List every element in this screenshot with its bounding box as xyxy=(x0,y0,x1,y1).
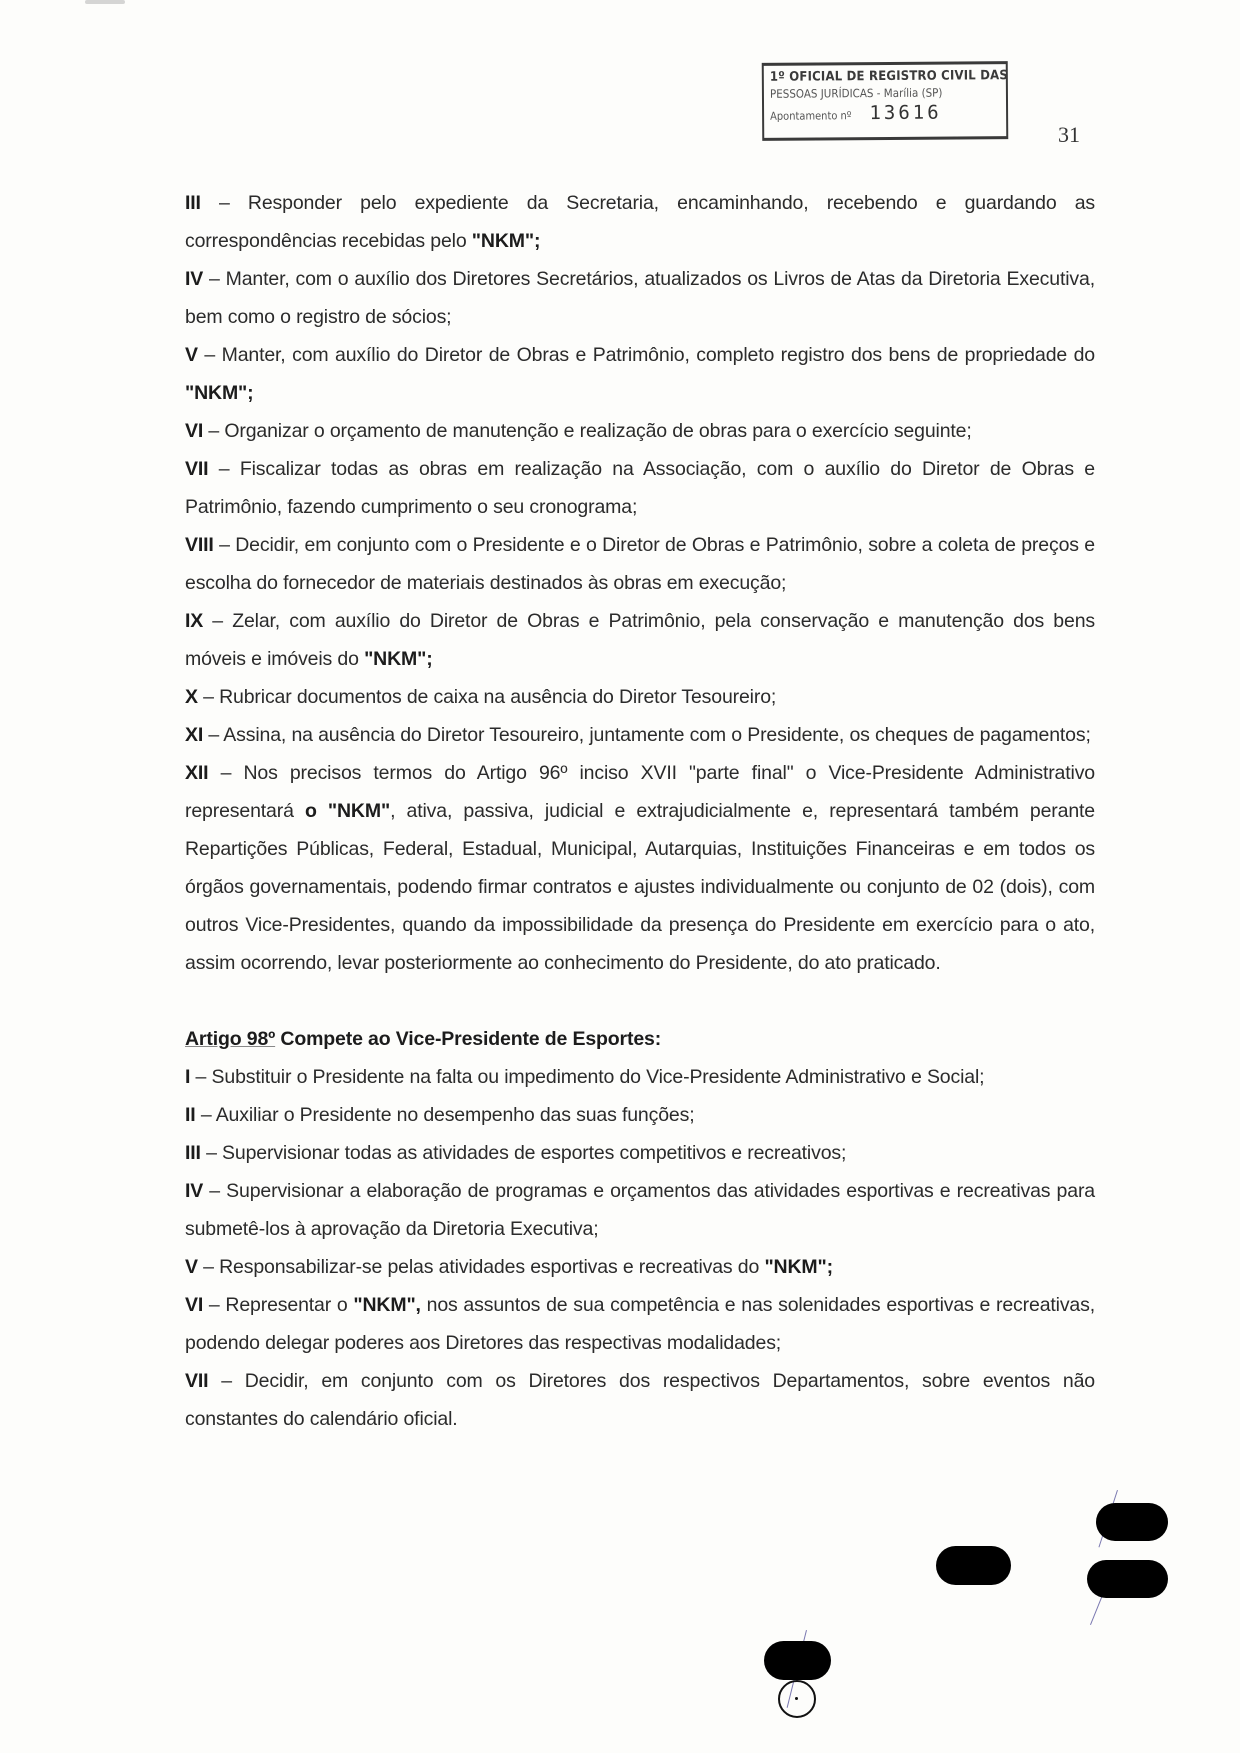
roman-numeral: V xyxy=(185,1256,198,1278)
item-text: – Representar o xyxy=(203,1294,354,1316)
article-98-items xyxy=(185,1058,1095,1438)
list-item xyxy=(185,1286,1095,1362)
registry-stamp xyxy=(762,61,1009,141)
notary-circle-mark xyxy=(778,1680,816,1718)
article-98-heading xyxy=(185,1020,1095,1058)
item-text: – Manter, com auxílio do Diretor de Obras e Patrimônio, completo registro dos bens de propriedade do xyxy=(197,344,1095,366)
item-text: – Manter, com o auxílio dos Diretores Secretários, atualizados os Livros de Atas da Diretoria Executiva, bem como o registro de sócios; xyxy=(185,268,1095,328)
roman-numeral: IX xyxy=(185,610,204,632)
item-bold-text: "NKM"; xyxy=(764,1256,833,1278)
item-text: – Auxiliar o Presidente no desempenho das suas funções; xyxy=(195,1104,695,1126)
list-item xyxy=(185,336,1095,412)
stamp-label: Apontamento nº xyxy=(770,109,852,123)
stamp-line-2: PESSOAS JURÍDICAS - Marília (SP) xyxy=(769,85,943,101)
item-text: – Responder pelo expediente da Secretaria, encaminhando, recebendo e guardando as correspondências recebidas pelo xyxy=(185,192,1095,252)
item-bold-text: "NKM", xyxy=(353,1294,421,1316)
spacer xyxy=(185,982,1095,1020)
item-text: – Fiscalizar todas as obras em realização na Associação, com o auxílio do Diretor de Obras e Patrimônio, fazendo cumprimento o seu cronograma; xyxy=(185,458,1095,518)
item-bold-text: "NKM"; xyxy=(364,648,433,670)
item-bold-text: "NKM"; xyxy=(185,382,254,404)
list-item xyxy=(185,1248,1095,1286)
list-item xyxy=(185,184,1095,260)
list-item xyxy=(185,260,1095,336)
list-item xyxy=(185,716,1095,754)
roman-numeral: III xyxy=(185,192,201,214)
item-text: – Decidir, em conjunto com os Diretores dos respectivos Departamentos, sobre eventos não constantes do calendário oficial. xyxy=(185,1370,1095,1430)
item-text: – Assina, na ausência do Diretor Tesoureiro, juntamente com o Presidente, os cheques de pagamentos; xyxy=(203,724,1091,746)
roman-numeral: VIII xyxy=(185,534,214,556)
item-text: – Supervisionar todas as atividades de esportes competitivos e recreativos; xyxy=(200,1142,847,1164)
roman-numeral: III xyxy=(185,1142,201,1164)
scan-artifact xyxy=(85,0,125,4)
item-text: – Substituir o Presidente na falta ou impedimento do Vice-Presidente Administrativo e Social; xyxy=(190,1066,985,1088)
roman-numeral: VII xyxy=(185,1370,209,1392)
item-bold-text: "NKM"; xyxy=(471,230,541,252)
roman-numeral: VI xyxy=(185,1294,204,1316)
roman-numeral: IV xyxy=(185,268,204,290)
item-text: – Nos precisos termos do Artigo 96º inciso XVII "parte final" o Vice-Presidente Administrativo representará xyxy=(185,762,1095,822)
article-number: Artigo 98º xyxy=(185,1028,276,1050)
item-text: – Zelar, com auxílio do Diretor de Obras e Patrimônio, pela conservação e manutenção dos bens móveis e imóveis do xyxy=(185,610,1095,670)
item-text: – Responsabilizar-se pelas atividades esportivas e recreativas do xyxy=(197,1256,765,1278)
roman-numeral: VII xyxy=(185,458,209,480)
article-97-items xyxy=(185,184,1095,754)
roman-numeral: X xyxy=(185,686,198,708)
redacted-initials-3 xyxy=(936,1546,1011,1585)
list-item xyxy=(185,1172,1095,1248)
redacted-initials-4 xyxy=(764,1641,831,1680)
stamp-line-3 xyxy=(770,101,1001,128)
redacted-initials-1 xyxy=(1096,1503,1168,1541)
list-item xyxy=(185,450,1095,526)
redacted-initials-2 xyxy=(1087,1560,1168,1598)
item-xii xyxy=(185,754,1095,982)
item-bold-text: o "NKM" xyxy=(304,800,391,822)
item-text: – Rubricar documentos de caixa na ausência do Diretor Tesoureiro; xyxy=(197,686,777,708)
list-item xyxy=(185,1096,1095,1134)
list-item xyxy=(185,412,1095,450)
roman-numeral: VI xyxy=(185,420,204,442)
roman-numeral: XII xyxy=(185,762,209,784)
roman-numeral: IV xyxy=(185,1180,204,1202)
item-text-continued: , ativa, passiva, judicial e extrajudicialmente e, representará também perante Repartições Públicas, Federal, Estadual, Municipal, Autarquias, Instituições Financeiras e em todos os órgãos governamentais, podendo firmar contratos e ajustes individualmente ou conjunto de 02 (dois), com outros Vice-Presidentes, quando da impossibilidade da presença do Presidente em exercício para o ato, assim ocorrendo, levar posteriormente ao conhecimento do Presidente, do ato praticado. xyxy=(185,800,1095,974)
list-item xyxy=(185,1134,1095,1172)
list-item xyxy=(185,678,1095,716)
roman-numeral: II xyxy=(185,1104,196,1126)
list-item xyxy=(185,1058,1095,1096)
roman-numeral: I xyxy=(185,1066,191,1088)
list-item xyxy=(185,1362,1095,1438)
list-item xyxy=(185,526,1095,602)
stamp-line-1: 1º OFICIAL DE REGISTRO CIVIL DAS xyxy=(769,68,1009,85)
document-body xyxy=(185,184,1095,1438)
page-number: 31 xyxy=(1058,122,1080,147)
article-title: Compete ao Vice-Presidente de Esportes: xyxy=(275,1028,662,1050)
signature-stroke xyxy=(1090,1595,1103,1625)
list-item xyxy=(185,602,1095,678)
item-text: – Organizar o orçamento de manutenção e realização de obras para o exercício seguinte; xyxy=(203,420,972,442)
item-text-continued: nos assuntos de sua competência e nas solenidades esportivas e recreativas, podendo delegar poderes aos Diretores das respectivas modalidades; xyxy=(185,1294,1095,1354)
roman-numeral: XI xyxy=(185,724,204,746)
item-text: – Supervisionar a elaboração de programas e orçamentos das atividades esportivas e recreativas para submetê-los à aprovação da Diretoria Executiva; xyxy=(185,1180,1095,1240)
roman-numeral: V xyxy=(185,344,198,366)
item-text: – Decidir, em conjunto com o Presidente e o Diretor de Obras e Patrimônio, sobre a coleta de preços e escolha do fornecedor de materiais destinados às obras em execução; xyxy=(185,534,1095,594)
stamp-number: 13616 xyxy=(869,101,942,125)
